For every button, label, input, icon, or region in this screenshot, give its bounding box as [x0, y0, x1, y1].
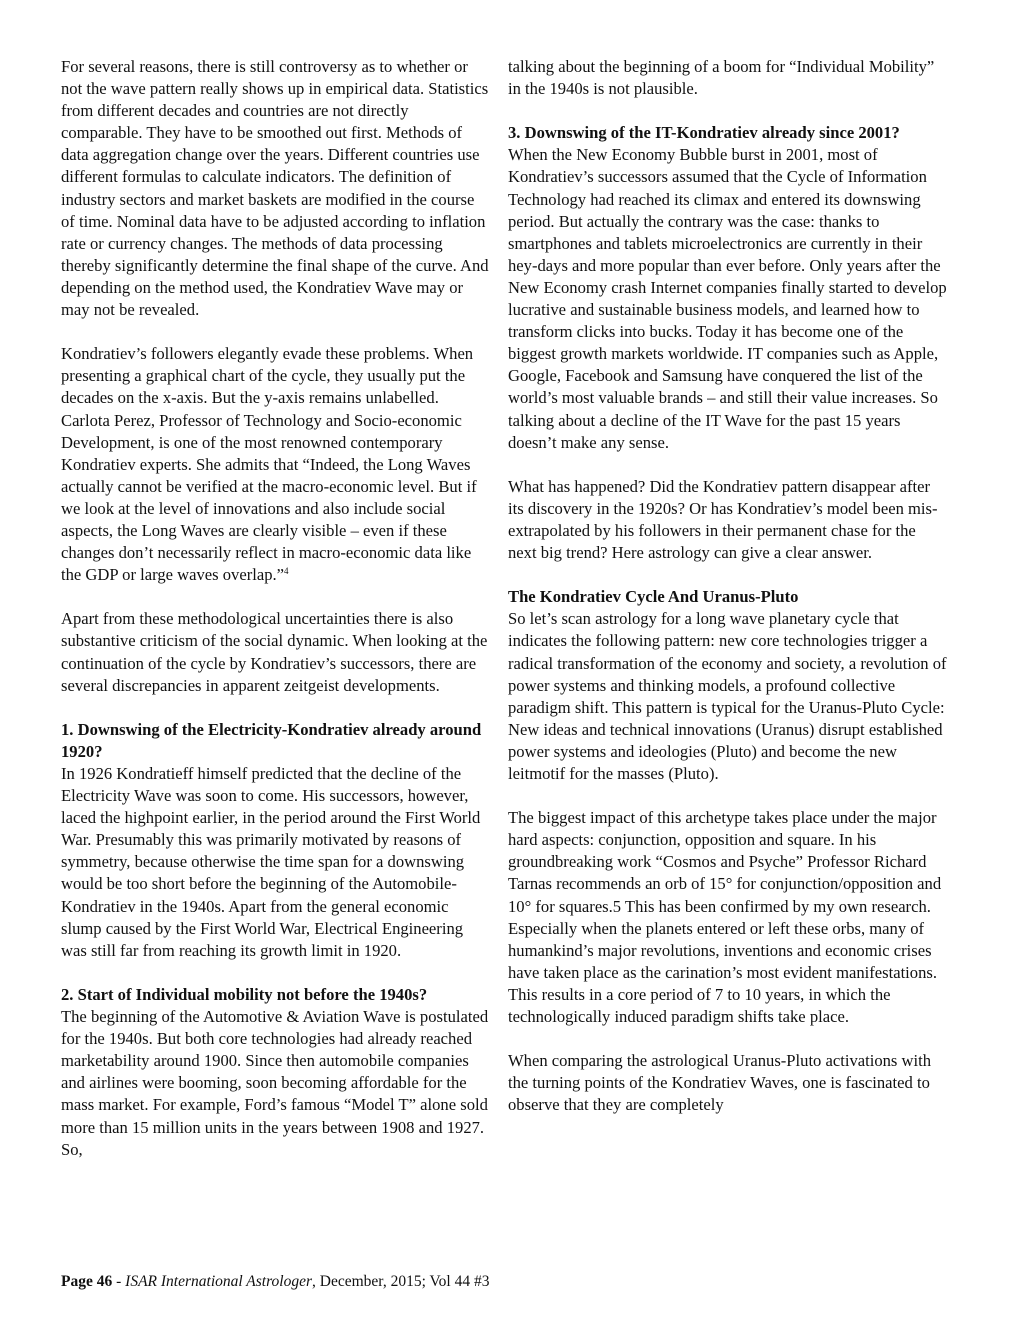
paragraph: Apart from these methodological uncertainties there is also substantive criticism of the social dynamic. When looking at the continuation of the cycle by Kondratiev’s successors, there are several discrepancies in apparent zeitgeist developments.: [61, 609, 488, 695]
paragraph: When comparing the astrological Uranus-Pluto activations with the turning points of the Kondratiev Waves, one is fascinated to observe that they are completely: [508, 1051, 932, 1115]
paragraph: [61, 343, 491, 586]
paragraph: talking about the beginning of a boom for “Individual Mobility” in the 1940s is not plausible.: [508, 57, 935, 99]
paragraph: In 1926 Kondratieff himself predicted that the decline of the Electricity Wave was soon to come. His successors, however, laced the highpoint earlier, in the period around the First World War. Presumably this was primarily motivated by reasons of symmetry, because otherwise the time span for a downswing would be too short before the beginning of the Automobile-Kondratiev in the 1940s. Apart from the general economic slump caused by the First World War, Electrical Engineering was still far from reaching its growth limit in 1920.: [61, 764, 481, 960]
page-footer: [61, 1272, 489, 1292]
section-heading: 2. Start of Individual mobility not before the 1940s?: [61, 984, 428, 1004]
section-heading: 1. Downswing of the Electricity-Kondratiev already around 1920?: [61, 719, 482, 761]
section-heading: The Kondratiev Cycle And Uranus-Pluto: [508, 587, 799, 607]
publication-title: ISAR International Astrologer: [125, 1273, 313, 1290]
section-heading: 3. Downswing of the IT-Kondratiev already since 2001?: [508, 123, 900, 143]
paragraph: For several reasons, there is still controversy as to whether or not the wave pattern really shows up in empirical data. Statistics from different decades and countries are not directly comparable. They have to be smoothed out first. Methods of data aggregation change over the years. Different countries use different formulas to calculate indicators. The definition of industry sectors and market baskets are modified in the course of time. Nominal data have to be adjusted according to inflation rate or currency changes. The methods of data processing thereby significantly determine the final shape of the curve. And depending on the method used, the Kondratiev Wave may or may not be revealed.: [61, 57, 489, 320]
paragraph: The biggest impact of this archetype takes place under the major hard aspects: conjunction, opposition and square. In his groundbreaking work “Cosmos and Psyche” Professor Richard Tarnas recommends an orb of 15° for conjunction/opposition and 10° for squares.5 This has been confirmed by my own research. Especially when the planets entered or left these orbs, many of humankind’s major revolutions, inventions and economic crises have taken place as the carination’s most evident manifestations. This results in a core period of 7 to 10 years, in which the technologically induced paradigm shifts take place.: [508, 808, 942, 1027]
right-column: [508, 56, 948, 1117]
page-number: Page 46: [61, 1273, 113, 1290]
footnote-marker: 4: [284, 566, 289, 577]
paragraph: When the New Economy Bubble burst in 2001, most of Kondratiev’s successors assumed that the Cycle of Information Technology had reached its climax and entered its downswing period. But actually the contrary was the case: thanks to smartphones and tablets microelectronics are currently in their hey-days and more popular than ever before. Only years after the New Economy crash Internet companies finally started to develop lucrative and sustainable business models, and learned how to transform clicks into bucks. Today it has become one of the biggest growth markets worldwide. IT companies such as Apple, Google, Facebook and Samsung have conquered the list of the world’s most valuable brands – and still their value increases. So talking about a decline of the IT Wave for the past 15 years doesn’t make any sense.: [508, 145, 947, 452]
paragraph: What has happened? Did the Kondratiev pattern disappear after its discovery in the 1920s? Or has Kondratiev’s model been mis-extrapolated by his followers in their permanent chase for the next big trend? Here astrology can give a clear answer.: [508, 476, 938, 563]
paragraph-text: Kondratiev’s followers elegantly evade these problems. When presenting a graphical chart of the cycle, they usually put the decades on the x-axis. But the y-axis remains unlabelled. Carlota Perez, Professor of Technology and Socio-economic Development, is one of the most renowned contemporary Kondratiev experts. She admits that “Indeed, the Long Waves actually cannot be verified at the macro-economic level. But if we look at the level of innovations and also include social aspects, the Long Waves are clearly visible – even if these changes don’t necessarily reflect in macro-economic data like the GDP or large waves overlap.”: [61, 344, 477, 585]
paragraph: The beginning of the Automotive & Aviation Wave is postulated for the 1940s. But both core technologies had already reached marketability around 1900. Since then automobile companies and airlines were booming, soon becoming affordable for the mass market. For example, Ford’s famous “Model T” alone sold more than 15 million units in the years between 1908 and 1927. So,: [61, 1007, 489, 1159]
paragraph: So let’s scan astrology for a long wave planetary cycle that indicates the following pattern: new core technologies trigger a radical transformation of the economy and society, a revolution of power systems and thinking models, a profound collective paradigm shift. This pattern is typical for the Uranus-Pluto Cycle: New ideas and technical innovations (Uranus) disrupt established power systems and ideologies (Pluto) and become the new leitmotif for the masses (Pluto).: [508, 609, 947, 783]
footer-separator: -: [112, 1273, 126, 1290]
issue-info: , December, 2015; Vol 44 #3: [312, 1273, 490, 1290]
left-column: [61, 56, 491, 1161]
